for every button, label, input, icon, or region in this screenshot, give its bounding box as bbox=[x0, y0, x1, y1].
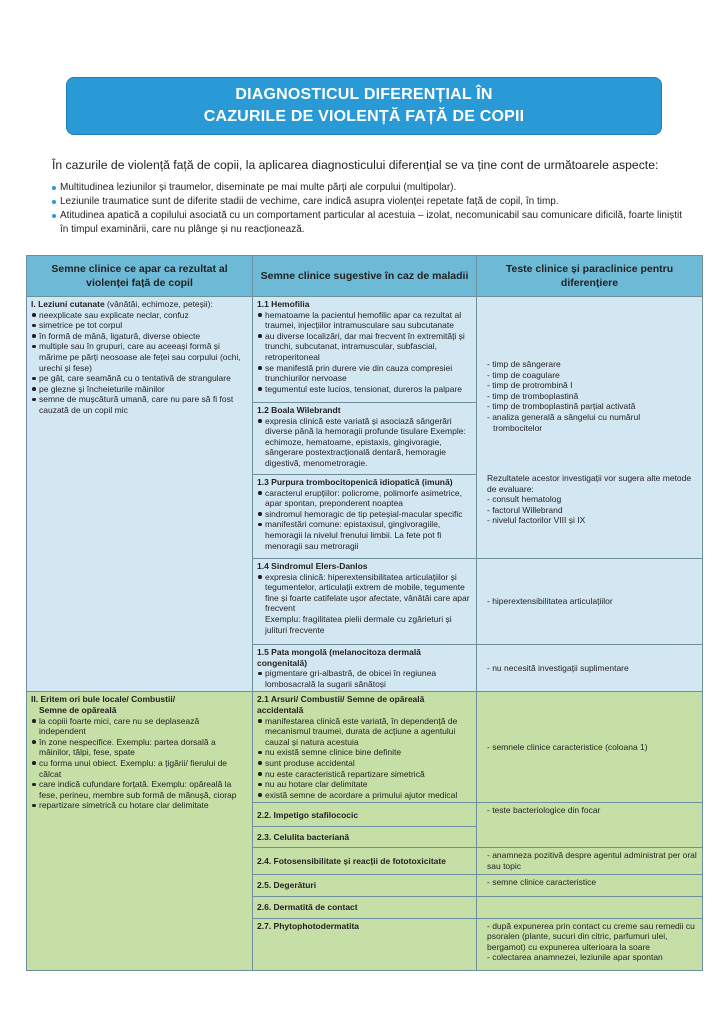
section-1-title-note: (vânătăi, echimoze, peteșii): bbox=[104, 299, 213, 309]
frostbite-cell: 2.5. Degerături bbox=[253, 874, 477, 896]
list-item bbox=[257, 572, 472, 636]
disease-signs-list bbox=[257, 310, 472, 395]
title-banner bbox=[66, 77, 662, 135]
list-item: în zone nespecifice. Exemplu: partea dorsală a mâinilor, tălpi, fese, spate bbox=[31, 737, 248, 758]
accidental-burns-test-cell: - semnele clinice caracteristice (coloana 1) bbox=[477, 692, 703, 803]
list-item: manifestări comune: epistaxisul, gingivoragiile, hemoragii la nivelul frenului limbii. La fete pot fi menoragii sau metroragii bbox=[257, 519, 472, 551]
column-header-disease-signs: Semne clinice sugestive în caz de maladii bbox=[253, 256, 477, 297]
list-item: expresia clinică este variată și asociază sângerări diverse până la hemoragii profunde tisulare Exemple: echimoze, hematoame, epistaxis, gingivoragie, sângerare postextracțională dentară, hemoragie digestivă, menometroragie. bbox=[257, 416, 472, 469]
contact-dermatitis-cell: 2.6. Dermatită de contact bbox=[253, 896, 477, 918]
test-item: - consult hematolog bbox=[487, 494, 562, 505]
list-item: pe gât, care seamănă cu o tentativă de strangulare bbox=[31, 373, 248, 384]
disease-title: 1.1 Hemofilia bbox=[257, 299, 310, 309]
intro-text: În cazurile de violență față de copii, la aplicarea diagnosticului diferențial se va ține cont de următoarele aspecte: bbox=[52, 158, 659, 172]
test-item: - colectarea anamnezei, leziunile apar spontan bbox=[487, 952, 663, 963]
title-line-1: DIAGNOSTICUL DIFERENȚIAL ÎN bbox=[235, 86, 493, 103]
disease-signs-list bbox=[257, 572, 472, 636]
list-item-text: expresia clinică: hiperextensibilitatea articulațiilor și tegumentelor, articulații extrem de mobile, tegumente fine și foarte catifelate ușor afectate, vânătăi care apar frecvent bbox=[265, 571, 470, 614]
diagnosis-table bbox=[26, 255, 703, 971]
test-item: - timp de tromboplastină bbox=[487, 390, 579, 401]
list-item: nu este caracteristică repartizare simetrică bbox=[257, 769, 472, 780]
list-item: la copiii foarte mici, care nu se deplasează independent bbox=[31, 716, 248, 737]
list-item: simetrice pe tot corpul bbox=[31, 320, 248, 331]
aspect-item: Atitudinea apatică a copilului asociată cu un comportament particular al acestuia – izolat, necomunicabil sau comunicare dificilă, foarte liniștit în timpul examinării, care nu plânge și nu reacționează. bbox=[52, 209, 692, 237]
list-item-example: Exemplu: fragilitatea pielii dermale cu zgârieturi și julituri frecvente bbox=[265, 613, 452, 635]
table-header-row bbox=[27, 256, 703, 297]
list-item: sindromul hemoragic de tip peteșial-macular specific bbox=[257, 509, 472, 520]
frostbite-test-cell: - semne clinice caracteristice bbox=[477, 874, 703, 896]
disease-title: 1.4 Sindromul Elers-Danlos bbox=[257, 561, 368, 571]
list-item: hematoame la pacientul hemofilic apar ca rezultat al traumei, injecțiilor intramusculare sau subcutanate bbox=[257, 310, 472, 331]
disease-title: 1.5 Pata mongolă (melanocitoza dermală congenitală) bbox=[257, 647, 421, 668]
test-item: - factorul Willebrand bbox=[487, 504, 563, 515]
cutaneous-signs-list bbox=[31, 310, 248, 416]
test-item: - timp de coagulare bbox=[487, 369, 560, 380]
test-item: - nivelul factorilor VIII și IX bbox=[487, 515, 586, 526]
disease-signs-list bbox=[257, 488, 472, 552]
list-item: cu forma unui obiect. Exemplu: a țigării/ fierului de călcat bbox=[31, 758, 248, 779]
phytophotodermatitis-test-cell bbox=[477, 918, 703, 970]
aspect-item: Multitudinea leziunilor și traumelor, diseminate pe mai multe părți ale corpului (multipolar). bbox=[52, 181, 692, 195]
test-item: - analiza generală a sângelui cu numărul bbox=[487, 411, 641, 422]
section-2-title: II. Eritem ori bule locale/ Combustii/ bbox=[31, 694, 176, 705]
disease-title: 1.2 Boala Wilebrandt bbox=[257, 405, 341, 415]
list-item: în formă de mână, ligatură, diverse obiecte bbox=[31, 331, 248, 342]
contact-dermatitis-test-cell bbox=[477, 896, 703, 918]
list-item: nu există semne clinice bine definite bbox=[257, 747, 472, 758]
list-item: pigmentare gri-albastră, de obicei în regiunea lombosacrală la sugarii sănătoși bbox=[257, 668, 472, 689]
hematology-tests-cell bbox=[477, 297, 703, 559]
phytophotodermatitis-cell: 2.7. Phytophotodermatita bbox=[253, 918, 477, 970]
test-item: - timp de tromboplastină parțial activată bbox=[487, 401, 636, 412]
list-item: neexplicate sau explicate neclar, confuz bbox=[31, 310, 248, 321]
list-item: au diverse localizări, dar mai frecvent în extremități și trunchi, subcutanat, intramuscular, subfascial, retroperitoneal bbox=[257, 331, 472, 363]
disease-signs-list bbox=[257, 668, 472, 689]
aspects-list bbox=[52, 181, 692, 237]
photosensitivity-cell: 2.4. Fotosensibilitate și reacții de fototoxicitate bbox=[253, 848, 477, 874]
cutaneous-lesions-cell bbox=[27, 297, 253, 692]
test-item: - după expunerea prin contact cu creme sau remedii cu psoralen (plante, sucuri din citric, parfumuri ulei, bergamot) cu expunerea ulterioara la soare bbox=[487, 920, 695, 952]
accidental-burns-cell bbox=[253, 692, 477, 803]
title-line-2: CAZURILE DE VIOLENȚĂ FAȚĂ DE COPII bbox=[203, 108, 525, 125]
ehlers-danlos-cell bbox=[253, 559, 477, 645]
section-1-title: I. Leziuni cutanate bbox=[31, 299, 105, 309]
itp-cell bbox=[253, 475, 477, 559]
hemophilia-cell bbox=[253, 297, 477, 403]
list-item: semne de mușcătură umană, care nu pare să fi fost cauzată de un copil mic bbox=[31, 394, 248, 415]
mongolian-spot-cell bbox=[253, 645, 477, 692]
burns-cell bbox=[27, 692, 253, 970]
impetigo-cell: 2.2. Impetigo stafilococic bbox=[253, 803, 477, 827]
list-item: există semne de acordare a primului ajutor medical bbox=[257, 790, 472, 801]
list-item: pe glezne și încheieturile mâinilor bbox=[31, 384, 248, 395]
disease-title: 1.3 Purpura trombocitopenică idiopatică (imună) bbox=[257, 477, 453, 487]
willebrand-cell bbox=[253, 403, 477, 475]
column-header-violence-signs: Semne clinice ce apar ca rezultat al violenței față de copil bbox=[27, 256, 253, 297]
table-row bbox=[27, 297, 703, 403]
table-row bbox=[27, 692, 703, 803]
aspect-item: Leziunile traumatice sunt de diferite stadii de vechime, care indică asupra violenței repetate față de copil, în timp. bbox=[52, 195, 692, 209]
disease-title: 2.1 Arsuri/ Combustii/ Semne de opăreală accidentală bbox=[257, 694, 425, 715]
burn-signs-list bbox=[31, 716, 248, 811]
disease-signs-list bbox=[257, 716, 472, 801]
test-item: trombocitelor bbox=[493, 422, 543, 433]
cellulitis-cell: 2.3. Celulita bacteriană bbox=[253, 827, 477, 848]
mongolian-spot-test-cell: - nu necesită investigații suplimentare bbox=[477, 645, 703, 692]
list-item: tegumentul este lucios, tensionat, dureros la palpare bbox=[257, 384, 472, 395]
list-item: care indică cufundare forțată. Exemplu: opăreală la fese, perineu, membre sub formă de mănușă, ciorap bbox=[31, 779, 248, 800]
column-header-tests: Teste clinice și paraclinice pentru diferențiere bbox=[477, 256, 703, 297]
list-item: sunt produse accidental bbox=[257, 758, 472, 769]
tests-note: Rezultatele acestor investigații vor sugera alte metode de evaluare: bbox=[487, 473, 692, 494]
photosensitivity-test-cell: - anamneza pozitivă despre agentul administrat per oral sau topic bbox=[477, 848, 703, 874]
ehlers-danlos-test-cell: - hiperextensibilitatea articulațiilor bbox=[477, 559, 703, 645]
section-2-subtitle: Semne de opăreală bbox=[39, 704, 117, 715]
impetigo-test-cell: - teste bacteriologice din focar bbox=[477, 803, 703, 848]
list-item: multiple sau în grupuri, care au aceeași formă și mărime pe părți neosoase ale feței sau corpului (ochi, urechi și fese) bbox=[31, 341, 248, 373]
list-item: repartizare simetrică cu hotare clar delimitate bbox=[31, 800, 248, 811]
list-item: se manifestă prin durere vie din cauza compresiei trunchiurilor nervoase bbox=[257, 363, 472, 384]
test-item: - timp de protrombină I bbox=[487, 380, 573, 391]
test-item: - timp de sângerare bbox=[487, 358, 561, 369]
list-item: caracterul erupțiilor: policrome, polimorfe asimetrice, apar spontan, preponderent noaptea bbox=[257, 488, 472, 509]
list-item: manifestarea clinică este variată, în dependență de mecanismul traumei, durata de acțiune a agentului cauzal și natura acestuia bbox=[257, 716, 472, 748]
disease-signs-list bbox=[257, 416, 472, 469]
list-item: nu au hotare clar delimitate bbox=[257, 779, 472, 790]
